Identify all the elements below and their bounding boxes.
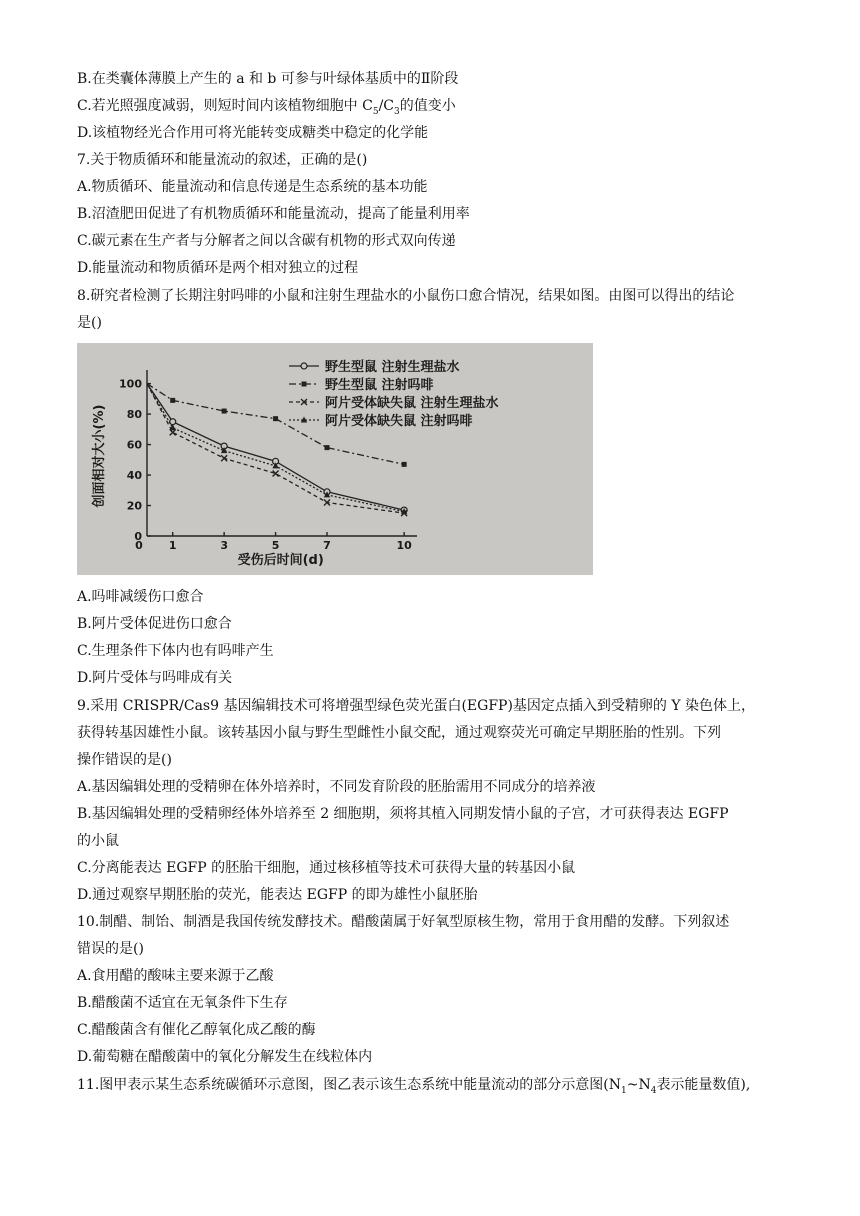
chart-svg bbox=[77, 343, 593, 575]
q8-stem-line1: 8.研究者检测了长期注射吗啡的小鼠和注射生理盐水的小鼠伤口愈合情况，结果如图。由图可以得出的结论 bbox=[77, 288, 735, 304]
q9-option-b-line1: B.基因编辑处理的受精卵经体外培养至 2 细胞期，须将其植入同期发情小鼠的子宫，才可获得表达 EGFP bbox=[77, 806, 729, 822]
y-axis-label: 创面相对大小(%) bbox=[92, 404, 107, 508]
q10-option-b: B.醋酸菌不适宜在无氧条件下生存 bbox=[77, 995, 288, 1011]
q9-option-b-line2: 的小鼠 bbox=[77, 833, 119, 849]
legend-label-4: 阿片受体缺失鼠 注射吗啡 bbox=[325, 414, 473, 429]
legend-marker-1 bbox=[301, 363, 307, 369]
q9-option-a: A.基因编辑处理的受精卵在体外培养时，不同发育阶段的胚胎需用不同成分的培养液 bbox=[77, 779, 596, 795]
series-2-point bbox=[325, 445, 330, 450]
y-tick-label: 40 bbox=[126, 469, 142, 483]
x-tick-label: 1 bbox=[168, 539, 177, 552]
q7-option-c: C.碳元素在生产者与分解者之间以含碳有机物的形式双向传递 bbox=[77, 233, 456, 249]
q7-option-b: B.沼渣肥田促进了有机物质循环和能量流动，提高了能量利用率 bbox=[77, 206, 470, 222]
q6-option-b: B.在类囊体薄膜上产生的 a 和 b 可参与叶绿体基质中的Ⅱ阶段 bbox=[77, 71, 459, 87]
q7-option-a: A.物质循环、能量流动和信息传递是生态系统的基本功能 bbox=[77, 179, 428, 195]
y-tick-label: 60 bbox=[126, 438, 142, 452]
q8-option-c: C.生理条件下体内也有吗啡产生 bbox=[77, 643, 274, 659]
q9-option-d: D.通过观察早期胚胎的荧光，能表达 EGFP 的即为雄性小鼠胚胎 bbox=[77, 887, 478, 903]
x-tick-label: 10 bbox=[396, 539, 412, 552]
q6-option-c: C.若光照强度减弱，则短时间内该植物细胞中 $C_5/C_3$的值变小 bbox=[77, 98, 456, 117]
q8-option-d: D.阿片受体与吗啡成有关 bbox=[77, 670, 233, 686]
q10-option-d: D.葡萄糖在醋酸菌中的氧化分解发生在线粒体内 bbox=[77, 1049, 373, 1065]
q8-option-a: A.吗啡减缓伤口愈合 bbox=[77, 589, 204, 605]
series-2-point bbox=[170, 398, 175, 403]
series-1-point bbox=[170, 419, 176, 425]
q7-stem: 7.关于物质循环和能量流动的叙述，正确的是() bbox=[77, 152, 368, 168]
legend-label-3: 阿片受体缺失鼠 注射生理盐水 bbox=[325, 396, 499, 411]
q10-option-c: C.醋酸菌含有催化乙醇氧化成乙酸的酶 bbox=[77, 1022, 316, 1038]
q9-stem-line1: 9.采用 CRISPR/Cas9 基因编辑技术可将增强型绿色荧光蛋白(EGFP)基因定点插入到受精卵的 Y 染色体上， bbox=[77, 698, 756, 714]
x-tick-label: 7 bbox=[323, 539, 331, 552]
q9-option-c: C.分离能表达 EGFP 的胚胎干细胞，通过核移植等技术可获得大量的转基因小鼠 bbox=[77, 860, 576, 876]
series-2-point bbox=[222, 409, 227, 414]
series-2-point bbox=[402, 462, 407, 467]
q11-stem: 11.图甲表示某生态系统碳循环示意图，图乙表示该生态系统中能量流动的部分示意图($N_1\sim N_4$表示能量数值), bbox=[77, 1077, 751, 1096]
x-tick-label: 5 bbox=[271, 539, 280, 552]
q7-option-d: D.能量流动和物质循环是两个相对独立的过程 bbox=[77, 260, 359, 276]
series-2-point bbox=[273, 416, 278, 421]
legend-marker-2 bbox=[302, 382, 307, 387]
wound-healing-chart bbox=[77, 343, 593, 575]
q10-stem-line1: 10.制醋、制饴、制酒是我国传统发酵技术。醋酸菌属于好氧型原核生物，常用于食用醋的发酵。下列叙述 bbox=[77, 914, 730, 930]
x-axis-label: 受伤后时间(d) bbox=[237, 553, 324, 568]
x-tick-label: 0 bbox=[135, 539, 143, 552]
legend-label-1: 野生型鼠 注射生理盐水 bbox=[325, 360, 460, 375]
legend-label-2: 野生型鼠 注射吗啡 bbox=[325, 378, 434, 393]
x-tick-label: 3 bbox=[220, 539, 228, 552]
q8-stem-line2: 是() bbox=[77, 315, 102, 331]
y-tick-label: 80 bbox=[126, 408, 142, 422]
q9-stem-line3: 操作错误的是() bbox=[77, 752, 172, 768]
y-tick-label: 0 bbox=[134, 530, 142, 543]
q9-stem-line2: 获得转基因雄性小鼠。该转基因小鼠与野生型雌性小鼠交配，通过观察荧光可确定早期胚胎的性别。下列 bbox=[77, 725, 721, 741]
y-tick-label: 100 bbox=[119, 377, 142, 391]
y-tick-label: 20 bbox=[126, 499, 142, 513]
q10-option-a: A.食用醋的酸味主要来源于乙酸 bbox=[77, 968, 274, 984]
q8-option-b: B.阿片受体促进伤口愈合 bbox=[77, 616, 232, 632]
q6-option-d: D.该植物经光合作用可将光能转变成糖类中稳定的化学能 bbox=[77, 125, 429, 141]
q10-stem-line2: 错误的是() bbox=[77, 941, 144, 957]
